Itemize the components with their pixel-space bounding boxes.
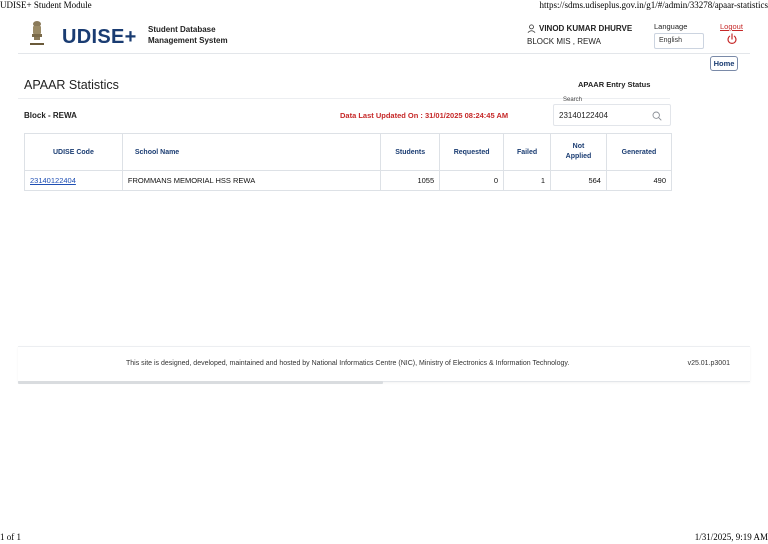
system-name-line1: Student Database (148, 25, 216, 34)
user-icon (527, 24, 536, 33)
system-name (148, 24, 228, 46)
cell-not-applied: 564 (551, 171, 607, 191)
apaar-entry-status-link[interactable]: APAAR Entry Status (578, 80, 651, 89)
user-name: VINOD KUMAR DHURVE (539, 24, 633, 33)
table-row (25, 171, 672, 191)
cell-school-name: FROMMANS MEMORIAL HSS REWA (122, 171, 380, 191)
col-failed[interactable]: Failed (504, 134, 551, 171)
search-input[interactable] (559, 109, 649, 122)
logout-link[interactable]: Logout (720, 22, 743, 31)
user-name-row (527, 22, 632, 35)
page-title: APAAR Statistics (24, 78, 119, 92)
print-page-title: UDISE+ Student Module (0, 0, 92, 10)
print-footer (0, 532, 768, 544)
logo-text: UDISE (62, 26, 125, 48)
last-updated-text: Data Last Updated On : 31/01/2025 08:24:45 AM (340, 111, 509, 120)
print-datetime: 1/31/2025, 9:19 AM (694, 532, 768, 542)
version-label: v25.01.p3001 (687, 360, 730, 367)
print-page-count: 1 of 1 (0, 532, 21, 542)
print-header (0, 0, 768, 12)
table-header-row (25, 134, 672, 171)
horizontal-scrollbar[interactable] (18, 381, 383, 384)
block-label: Block - REWA (24, 111, 77, 120)
national-emblem-icon (27, 18, 47, 50)
home-button[interactable]: Home (710, 56, 738, 71)
udise-code-link[interactable]: 23140122404 (30, 176, 76, 185)
apaar-statistics-table (24, 133, 672, 191)
search-label: Search (563, 97, 583, 103)
col-not-applied-label: Not Applied (565, 143, 592, 160)
col-students[interactable]: Students (381, 134, 440, 171)
cell-students: 1055 (381, 171, 440, 191)
cell-udise-code (25, 171, 123, 191)
site-footer (18, 346, 750, 382)
logo-plus: + (124, 26, 137, 48)
search-box[interactable] (553, 104, 671, 126)
footer-text: This site is designed, developed, maintained and hosted by National Informatics Centre (NIC), Ministry of Electronics & Information Technology. (126, 360, 570, 367)
cell-generated: 490 (606, 171, 671, 191)
language-label: Language (654, 22, 688, 31)
cell-failed: 1 (504, 171, 551, 191)
col-requested[interactable]: Requested (440, 134, 504, 171)
system-name-line2: Management System (148, 36, 228, 45)
cell-requested: 0 (440, 171, 504, 191)
udise-logo[interactable] (62, 26, 137, 49)
power-icon[interactable] (726, 33, 738, 45)
col-school-name[interactable]: School Name (122, 134, 380, 171)
user-role: BLOCK MIS , REWA (527, 37, 601, 46)
header-divider (18, 53, 750, 54)
search-icon[interactable] (652, 111, 662, 121)
print-url: https://sdms.udiseplus.gov.in/g1/#/admin/33278/apaar-statistics (539, 0, 768, 10)
language-select[interactable]: English (654, 33, 704, 49)
col-udise-code[interactable]: UDISE Code (25, 134, 123, 171)
user-info (527, 22, 632, 48)
col-generated[interactable]: Generated (606, 134, 671, 171)
col-not-applied[interactable] (551, 134, 607, 171)
